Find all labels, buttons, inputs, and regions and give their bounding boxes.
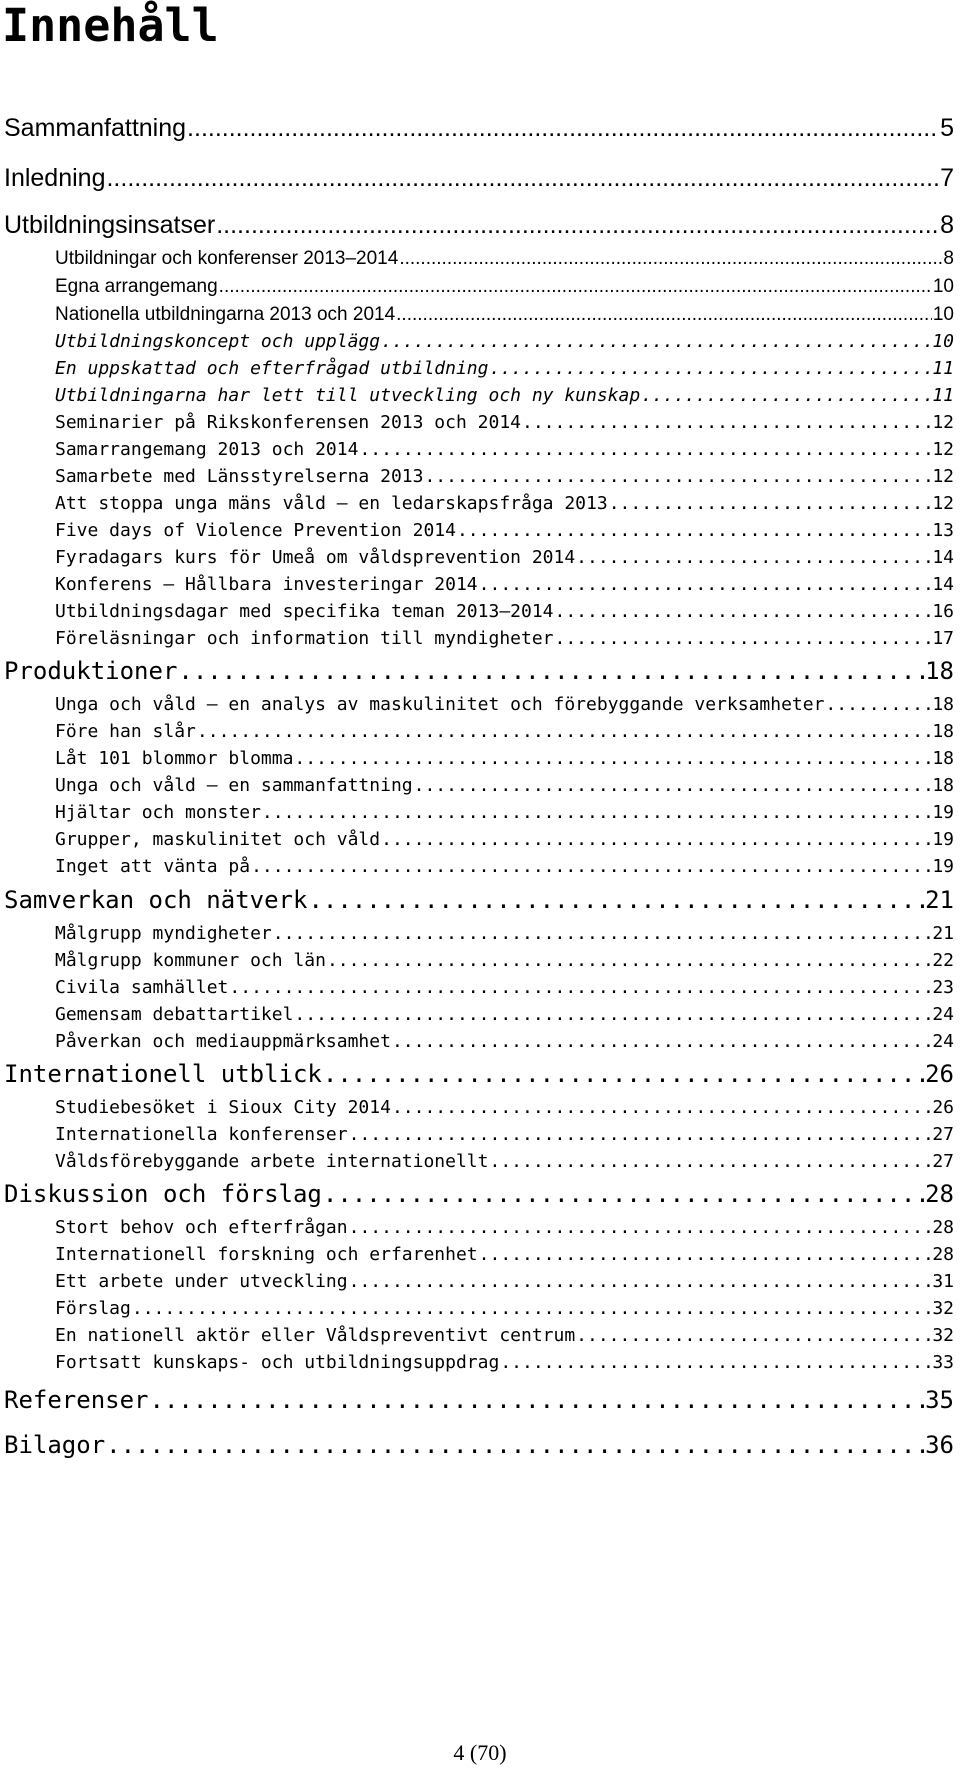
- toc-section-link[interactable]: [55, 302, 954, 328]
- toc-section-link[interactable]: [55, 1122, 954, 1148]
- toc-page-number: 19: [932, 829, 954, 850]
- toc-chapter-link[interactable]: [4, 1179, 954, 1209]
- toc-dot-leader: [106, 163, 939, 193]
- toc-entry-title: Förslag: [55, 1298, 131, 1319]
- toc-page-number: 14: [932, 547, 954, 568]
- toc-dot-leader: [132, 1296, 931, 1322]
- toc-dot-leader: [349, 1269, 932, 1295]
- toc-dot-leader: [323, 1059, 924, 1089]
- toc-page-number: 11: [932, 358, 954, 379]
- toc-page-number: 18: [932, 694, 954, 715]
- toc-section-link[interactable]: [55, 1242, 954, 1268]
- toc-entry-title: Grupper, maskulinitet och våld: [55, 829, 381, 850]
- toc-page-number: 27: [932, 1124, 954, 1145]
- toc-page-number: 36: [925, 1431, 954, 1459]
- toc-entry-title: Att stoppa unga mäns våld — en ledarskapsfråga 2013: [55, 493, 608, 514]
- toc-section-link[interactable]: [55, 854, 954, 880]
- toc-chapter-link[interactable]: [4, 656, 954, 686]
- toc-dot-leader: [825, 692, 931, 718]
- toc-page-number: 10: [932, 276, 954, 297]
- toc-page-number: 23: [932, 977, 954, 998]
- toc-entry-title: Våldsförebyggande arbete internationellt: [55, 1151, 489, 1172]
- toc-section-link[interactable]: [55, 975, 954, 1001]
- toc-entry-title: Internationell forskning och erfarenhet: [55, 1244, 478, 1265]
- toc-chapter-link[interactable]: [4, 1430, 954, 1460]
- toc-dot-leader: [381, 827, 931, 853]
- toc-dot-leader: [308, 885, 924, 915]
- toc-section-link[interactable]: [55, 464, 954, 490]
- toc-dot-leader: [479, 1242, 932, 1268]
- toc-entry-title: Gemensam debattartikel: [55, 1004, 294, 1025]
- toc-dot-leader: [262, 800, 931, 826]
- toc-chapter-link[interactable]: [4, 1059, 954, 1089]
- toc-dot-leader: [349, 1122, 932, 1148]
- toc-page-number: 24: [932, 1031, 954, 1052]
- toc-entry-title: Samarbete med Länsstyrelserna 2013: [55, 466, 424, 487]
- toc-entry-title: Utbildningskoncept och upplägg: [55, 331, 381, 352]
- toc-page-number: 26: [925, 1060, 954, 1088]
- toc-page-number: 18: [932, 748, 954, 769]
- toc-chapter-link[interactable]: [4, 163, 954, 193]
- toc-page-number: 27: [932, 1151, 954, 1172]
- toc-section-link[interactable]: [55, 1350, 954, 1376]
- toc-dot-leader: [359, 437, 931, 463]
- toc-page-number: 28: [925, 1180, 954, 1208]
- toc-section-link[interactable]: [55, 800, 954, 826]
- toc-entry-title: Bilagor: [4, 1431, 106, 1459]
- toc-chapter-link[interactable]: [4, 113, 954, 143]
- toc-entry-title: Konferens — Hållbara investeringar 2014: [55, 574, 478, 595]
- toc-page-number: 14: [932, 574, 954, 595]
- toc-dot-leader: [381, 329, 931, 355]
- toc-entry-title: Utbildningsdagar med specifika teman 2013—2014: [55, 601, 554, 622]
- toc-section-link[interactable]: [55, 1002, 954, 1028]
- toc-dot-leader: [489, 1149, 931, 1175]
- toc-entry-title: Hjältar och monster: [55, 802, 261, 823]
- toc-section-link[interactable]: [55, 491, 954, 517]
- toc-page-number: 17: [932, 628, 954, 649]
- toc-section-link[interactable]: [55, 1215, 954, 1241]
- toc-dot-leader: [229, 975, 931, 1001]
- toc-page-number: 28: [932, 1217, 954, 1238]
- toc-entry-title: Stort behov och efterfrågan: [55, 1217, 348, 1238]
- toc-section-link[interactable]: [55, 599, 954, 625]
- toc-section-link[interactable]: [55, 921, 954, 947]
- toc-entry-title: Civila samhället: [55, 977, 229, 998]
- toc-page-number: 13: [932, 520, 954, 541]
- toc-page-number: 8: [943, 248, 954, 269]
- toc-dot-leader: [555, 626, 932, 652]
- toc-dot-leader: [414, 773, 932, 799]
- toc-entry-title: Före han slår: [55, 721, 196, 742]
- toc-dot-leader: [219, 274, 932, 300]
- toc-entry-title: Produktioner: [4, 657, 178, 685]
- toc-section-link[interactable]: [55, 626, 954, 652]
- toc-section-link[interactable]: [55, 274, 954, 300]
- toc-dot-leader: [641, 383, 931, 409]
- toc-page-number: 11: [932, 385, 954, 406]
- toc-page-number: 12: [932, 466, 954, 487]
- toc-section-link[interactable]: [55, 410, 954, 436]
- toc-dot-leader: [609, 491, 932, 517]
- toc-section-link[interactable]: [55, 1296, 954, 1322]
- toc-dot-leader: [273, 921, 932, 947]
- toc-entry-title: Internationell utblick: [4, 1060, 322, 1088]
- toc-entry-title: Utbildningsinsatser: [4, 211, 216, 239]
- toc-page-number: 18: [925, 657, 954, 685]
- toc-dot-leader: [197, 719, 931, 745]
- toc-entry-title: Inget att vänta på: [55, 856, 251, 877]
- toc-dot-leader: [489, 356, 931, 382]
- toc-section-link[interactable]: [55, 719, 954, 745]
- toc-page-number: 12: [932, 412, 954, 433]
- toc-dot-leader: [392, 1029, 931, 1055]
- toc-dot-leader: [522, 410, 931, 436]
- toc-dot-leader: [396, 302, 932, 328]
- toc-dot-leader: [294, 1002, 931, 1028]
- toc-page-number: 24: [932, 1004, 954, 1025]
- toc-page-number: 21: [925, 886, 954, 914]
- toc-page-number: 18: [932, 775, 954, 796]
- toc-section-link[interactable]: [55, 773, 954, 799]
- toc-page-number: 5: [940, 114, 954, 142]
- toc-entry-title: Unga och våld — en sammanfattning: [55, 775, 413, 796]
- toc-entry-title: Målgrupp kommuner och län: [55, 950, 326, 971]
- toc-section-link[interactable]: [55, 1323, 954, 1349]
- toc-page-number: 21: [932, 923, 954, 944]
- toc-dot-leader: [424, 464, 931, 490]
- toc-section-link[interactable]: [55, 545, 954, 571]
- toc-chapter-link[interactable]: [4, 210, 954, 240]
- toc-section-link[interactable]: [55, 383, 954, 409]
- toc-entry-title: Inledning: [4, 164, 106, 192]
- toc-entry-title: Föreläsningar och information till myndigheter: [55, 628, 554, 649]
- toc-section-link[interactable]: [55, 1269, 954, 1295]
- toc-entry-title: Internationella konferenser: [55, 1124, 348, 1145]
- toc-entry-title: Samarrangemang 2013 och 2014: [55, 439, 359, 460]
- toc-dot-leader: [150, 1385, 925, 1415]
- toc-entry-title: Referenser: [4, 1386, 149, 1414]
- toc-dot-leader: [500, 1350, 931, 1376]
- toc-page-number: 26: [932, 1097, 954, 1118]
- toc-chapter-link[interactable]: [4, 1385, 954, 1415]
- toc-dot-leader: [399, 246, 942, 272]
- toc-section-link[interactable]: [55, 518, 954, 544]
- toc-page-number: 7: [940, 164, 954, 192]
- toc-entry-title: Samverkan och nätverk: [4, 886, 308, 914]
- toc-section-link[interactable]: [55, 1149, 954, 1175]
- toc-page-number: 8: [940, 211, 954, 239]
- toc-section-link[interactable]: [55, 437, 954, 463]
- toc-dot-leader: [392, 1095, 931, 1121]
- toc-entry-title: En nationell aktör eller Våldspreventivt centrum: [55, 1325, 576, 1346]
- toc-entry-title: Seminarier på Rikskonferensen 2013 och 2014: [55, 412, 521, 433]
- toc-dot-leader: [178, 656, 924, 686]
- toc-dot-leader: [479, 572, 932, 598]
- toc-entry-title: Ett arbete under utveckling: [55, 1271, 348, 1292]
- toc-page-number: 35: [925, 1386, 954, 1414]
- toc-dot-leader: [294, 746, 931, 772]
- toc-section-link[interactable]: [55, 948, 954, 974]
- toc-entry-title: Fyradagars kurs för Umeå om våldsprevention 2014: [55, 547, 576, 568]
- toc-section-link[interactable]: [55, 746, 954, 772]
- toc-entry-title: Låt 101 blommor blomma: [55, 748, 294, 769]
- toc-entry-title: Egna arrangemang: [55, 276, 218, 297]
- toc-section-link[interactable]: [55, 1029, 954, 1055]
- toc-entry-title: En uppskattad och efterfrågad utbildning: [55, 358, 489, 379]
- toc-section-link[interactable]: [55, 329, 954, 355]
- toc-dot-leader: [576, 545, 931, 571]
- toc-section-link[interactable]: [55, 356, 954, 382]
- toc-entry-title: Utbildningarna har lett till utveckling och ny kunskap: [55, 385, 641, 406]
- toc-dot-leader: [457, 518, 931, 544]
- toc-entry-title: Diskussion och förslag: [4, 1180, 322, 1208]
- toc-dot-leader: [323, 1179, 924, 1209]
- toc-dot-leader: [327, 948, 931, 974]
- toc-dot-leader: [216, 210, 939, 240]
- toc-dot-leader: [555, 599, 932, 625]
- toc-page-number: 32: [932, 1325, 954, 1346]
- toc-dot-leader: [576, 1323, 931, 1349]
- toc-dot-leader: [187, 113, 939, 143]
- toc-chapter-link[interactable]: [4, 885, 954, 915]
- toc-entry-title: Unga och våld — en analys av maskulinitet och förebyggande verksamheter: [55, 694, 825, 715]
- toc-entry-title: Nationella utbildningarna 2013 och 2014: [55, 304, 396, 325]
- page-number-footer: 4 (70): [453, 1740, 507, 1765]
- toc-section-link[interactable]: [55, 692, 954, 718]
- toc-entry-title: Sammanfattning: [4, 114, 187, 142]
- toc-entry-title: Utbildningar och konferenser 2013–2014: [55, 248, 399, 269]
- toc-entry-title: Fortsatt kunskaps- och utbildningsuppdrag: [55, 1352, 500, 1373]
- toc-section-link[interactable]: [55, 572, 954, 598]
- toc-entry-title: Studiebesöket i Sioux City 2014: [55, 1097, 391, 1118]
- toc-page-number: 10: [932, 304, 954, 325]
- toc-page-number: 18: [932, 721, 954, 742]
- toc-dot-leader: [106, 1430, 924, 1460]
- toc-page-number: 33: [932, 1352, 954, 1373]
- toc-page-number: 12: [932, 493, 954, 514]
- toc-page-number: 12: [932, 439, 954, 460]
- toc-page-number: 28: [932, 1244, 954, 1265]
- toc-section-link[interactable]: [55, 1095, 954, 1121]
- toc-page-number: 32: [932, 1298, 954, 1319]
- toc-page-number: 16: [932, 601, 954, 622]
- page-title: Innehåll: [2, 0, 219, 52]
- toc-page-number: 19: [932, 856, 954, 877]
- toc-dot-leader: [251, 854, 931, 880]
- toc-entry-title: Målgrupp myndigheter: [55, 923, 272, 944]
- toc-section-link[interactable]: [55, 246, 954, 272]
- toc-entry-title: Five days of Violence Prevention 2014: [55, 520, 456, 541]
- toc-dot-leader: [349, 1215, 932, 1241]
- toc-page-number: 22: [932, 950, 954, 971]
- toc-page-number: 19: [932, 802, 954, 823]
- toc-page-number: 31: [932, 1271, 954, 1292]
- toc-entry-title: Påverkan och mediauppmärksamhet: [55, 1031, 391, 1052]
- toc-section-link[interactable]: [55, 827, 954, 853]
- toc-page-number: 10: [932, 331, 954, 352]
